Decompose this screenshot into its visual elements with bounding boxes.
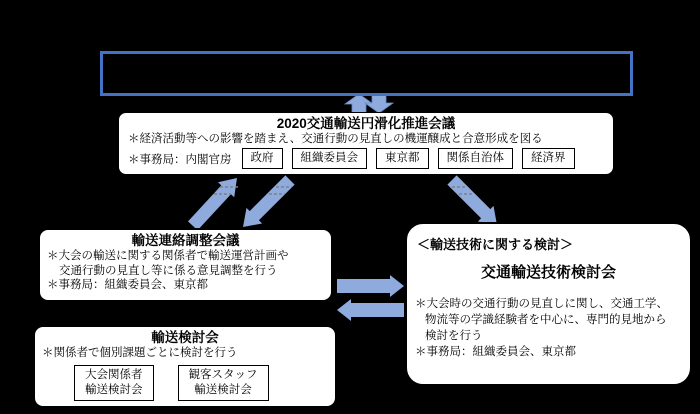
diagonal-down-left-arrow-icon (243, 175, 295, 227)
sub-box-games-related-line1: 大会関係者 (85, 368, 143, 381)
promotion-council-box (118, 112, 614, 175)
arrow-stripes (214, 187, 474, 194)
promotion-council-description: ＊経済活動等への影響を踏まえ、交通行動の見直しの機運醸成と合意形成を図る (128, 133, 543, 145)
promotion-council-title: 2020交通輸送円滑化推進会議 (276, 116, 456, 131)
member-box-business-community: 経済界 (522, 148, 575, 169)
promotion-council-secretariat: ＊事務局：内閣官房 (128, 153, 232, 166)
diagonal-down-right-arrow-icon (447, 175, 497, 225)
coordination-council-secretariat: ＊事務局：組織委員会、東京都 (47, 279, 208, 291)
sub-box-games-related (74, 365, 154, 401)
sub-box-spectator-staff (178, 365, 269, 401)
technical-committee-secretariat: ＊事務局：組織委員会、東京都 (415, 346, 576, 358)
sub-box-spectator-staff-line1: 観客スタッフ (188, 368, 258, 381)
study-group-box (33, 325, 337, 408)
down-arrow-icon (365, 94, 393, 113)
sub-box-games-related-line2: 輸送検討会 (85, 383, 143, 396)
technical-committee-line2: 物流等の学識経験者を中心に、専門的見地から (425, 314, 667, 326)
technical-committee-body (407, 296, 690, 360)
member-box-government: 政府 (242, 148, 283, 169)
study-group-line1: ＊関係者で個別課題ごとに検討を行う (42, 347, 238, 359)
left-arrow-icon (337, 299, 404, 321)
highlight-banner (100, 51, 633, 96)
right-arrow-icon (337, 275, 404, 297)
coordination-council-title: 輸送連絡調整会議 (131, 233, 240, 248)
updown-exchange-arrows (345, 94, 393, 113)
member-box-organizing-committee: 組織委員会 (292, 148, 368, 169)
coordination-council-line2: 交通行動の見直し等に係る意見調整を行う (59, 264, 278, 277)
technical-committee-line1: ＊大会時の交通行動の見直しに関し、交通工学、 (415, 298, 668, 310)
promotion-council-member-row (119, 148, 613, 169)
study-group-sub-row (74, 365, 335, 401)
coordination-council-box (38, 228, 333, 302)
study-group-title: 輸送検討会 (151, 330, 219, 345)
diagonal-up-arrow-icon (188, 178, 237, 230)
technical-committee-line3: 検討を行う (425, 330, 483, 342)
technical-committee-box (405, 222, 692, 386)
coordination-council-line1: ＊大会の輸送に関する関係者で輸送運営計画や (47, 250, 289, 262)
technical-committee-title: 交通輸送技術検討会 (480, 264, 616, 281)
member-box-related-municipalities: 関係自治体 (438, 148, 514, 169)
member-box-tokyo: 東京都 (376, 148, 429, 169)
technical-committee-heading: ＜輸送技術に関する検討＞ (417, 237, 574, 252)
sub-box-spectator-staff-line2: 輸送検討会 (194, 383, 252, 396)
